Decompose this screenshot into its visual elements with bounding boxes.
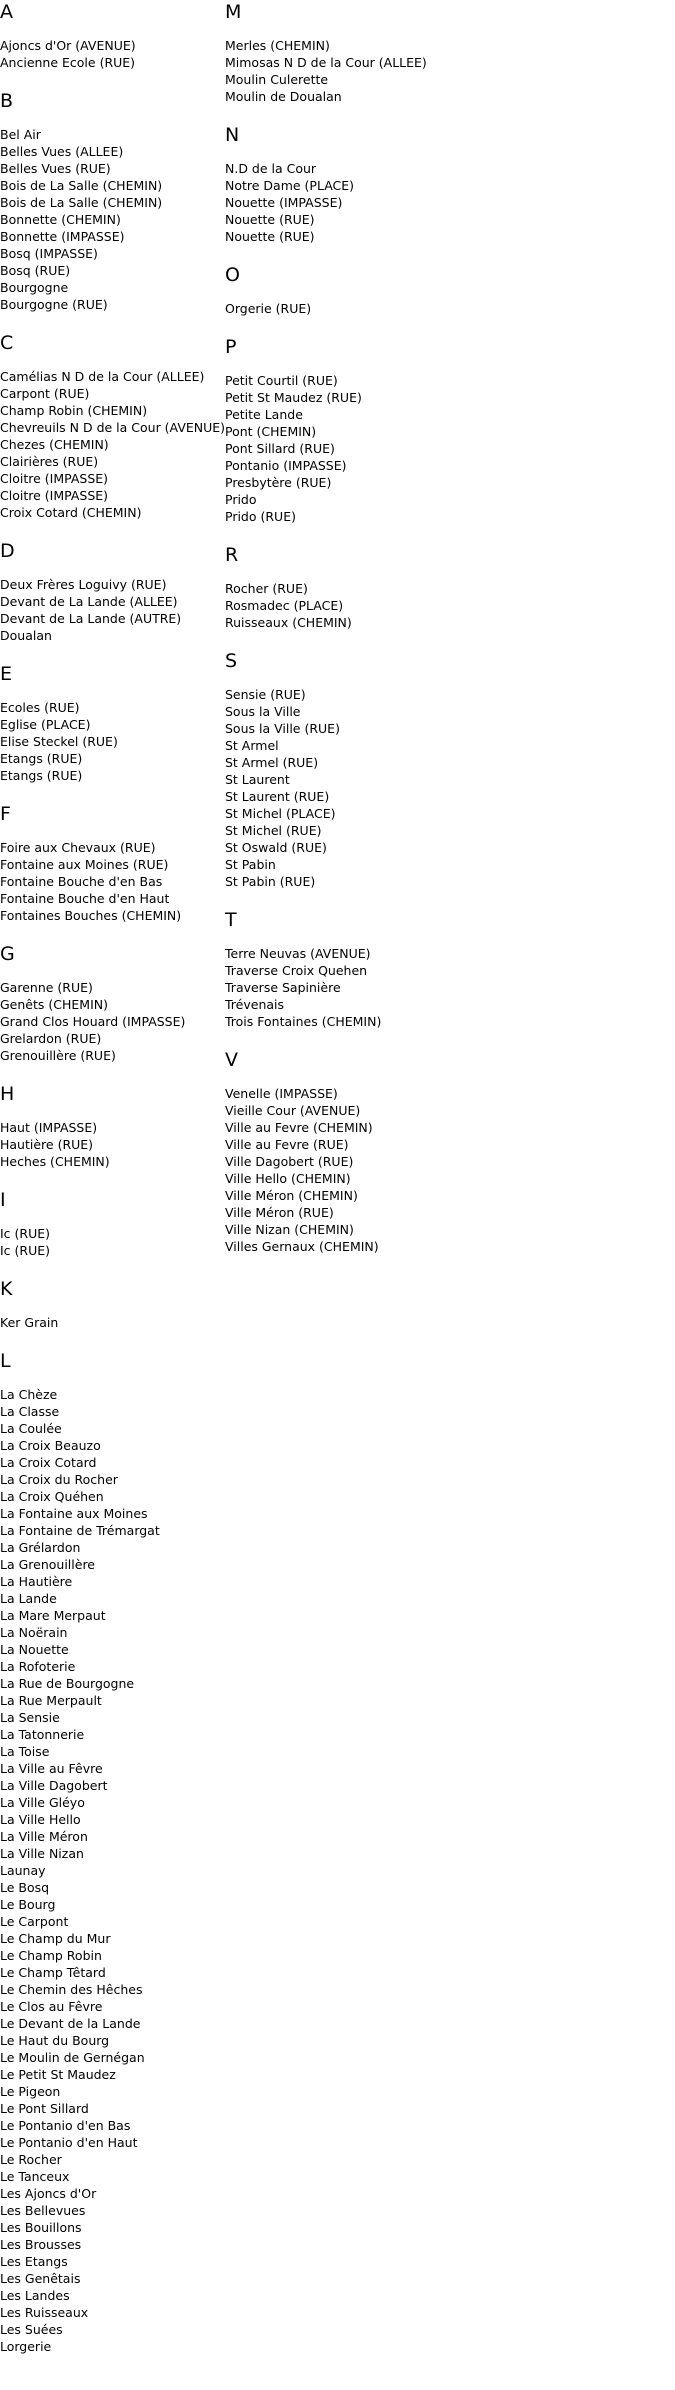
street-name: Bois de La Salle (CHEMIN) (0, 195, 163, 210)
street-list (0, 126, 225, 313)
street-list (0, 1314, 225, 1331)
section-letter-heading: B (0, 90, 14, 112)
street-list (0, 979, 225, 1064)
street-name: Petite Lande (225, 407, 303, 422)
street-name: Les Landes (0, 2288, 70, 2303)
street-list (0, 699, 225, 784)
letter-section-v (225, 1048, 450, 1273)
street-name: La Rofoterie (0, 1659, 76, 1674)
street-name: Champ Robin (CHEMIN) (0, 403, 148, 418)
letter-section-r (225, 543, 450, 649)
street-name: Notre Dame (PLACE) (225, 178, 355, 193)
section-letter-heading: A (0, 1, 13, 23)
street-name: Chevreuils N D de la Cour (AVENUE) (0, 420, 225, 435)
street-name: Bel Air (0, 127, 41, 142)
street-name: Petit Courtil (RUE) (225, 373, 338, 388)
street-name: Prido (RUE) (225, 509, 296, 524)
street-name: Le Petit St Maudez (0, 2067, 116, 2082)
street-name: La Ville Méron (0, 1829, 88, 1844)
street-name: Chezes (CHEMIN) (0, 437, 109, 452)
street-name: Traverse Croix Quehen (225, 963, 368, 978)
section-letter-heading: G (0, 943, 15, 965)
street-name: Moulin de Doualan (225, 89, 342, 104)
street-name: St Pabin (RUE) (225, 874, 316, 889)
street-name: Grelardon (RUE) (0, 1031, 102, 1046)
street-name: Fontaines Bouches (CHEMIN) (0, 908, 182, 923)
street-name: Villes Gernaux (CHEMIN) (225, 1239, 379, 1254)
street-name: La Ville Hello (0, 1812, 81, 1827)
letter-section-l (0, 1349, 225, 2373)
street-name: Les Suées (0, 2322, 63, 2337)
street-name: St Laurent (225, 772, 290, 787)
street-name: Eglise (PLACE) (0, 717, 91, 732)
street-name: Trois Fontaines (CHEMIN) (225, 1014, 382, 1029)
street-name: St Michel (PLACE) (225, 806, 336, 821)
section-letter-heading: P (225, 336, 237, 358)
street-name: Cloitre (IMPASSE) (0, 471, 109, 486)
street-name: La Hautière (0, 1574, 73, 1589)
street-name: Les Brousses (0, 2237, 82, 2252)
street-name: Haut (IMPASSE) (0, 1120, 98, 1135)
street-name: La Chèze (0, 1387, 58, 1402)
street-name: Belles Vues (RUE) (0, 161, 111, 176)
street-name: Belles Vues (ALLEE) (0, 144, 124, 159)
street-name: Le Pigeon (0, 2084, 61, 2099)
street-name: Croix Cotard (CHEMIN) (0, 505, 142, 520)
street-name: Ville Dagobert (RUE) (225, 1154, 354, 1169)
street-name: La Croix Beauzo (0, 1438, 101, 1453)
street-name: Le Clos au Fêvre (0, 1999, 103, 2014)
street-name: Bosq (RUE) (0, 263, 71, 278)
street-name: Ville au Fevre (RUE) (225, 1137, 349, 1152)
letter-section-i (0, 1188, 225, 1277)
street-name: La Croix du Rocher (0, 1472, 118, 1487)
street-name: Vieille Cour (AVENUE) (225, 1103, 361, 1118)
street-list (225, 160, 450, 245)
street-name: Le Pont Sillard (0, 2101, 89, 2116)
street-name: Le Carpont (0, 1914, 69, 1929)
street-index-column-left (0, 0, 225, 2373)
street-name: La Croix Cotard (0, 1455, 97, 1470)
street-name: Ville Hello (CHEMIN) (225, 1171, 351, 1186)
street-name: Nouette (RUE) (225, 212, 315, 227)
street-name: Ville Nizan (CHEMIN) (225, 1222, 354, 1237)
street-name: Heches (CHEMIN) (0, 1154, 110, 1169)
street-list (225, 686, 450, 890)
street-name: Pont Sillard (RUE) (225, 441, 335, 456)
street-list (0, 1225, 225, 1259)
street-name: Le Devant de la Lande (0, 2016, 141, 2031)
street-name: Sensie (RUE) (225, 687, 306, 702)
street-name: Etangs (RUE) (0, 751, 83, 766)
letter-section-c (0, 331, 225, 539)
street-name: Moulin Culerette (225, 72, 329, 87)
street-list (225, 945, 450, 1030)
street-list (225, 37, 450, 105)
street-name: Doualan (0, 628, 52, 643)
section-letter-heading: O (225, 264, 240, 286)
street-name: La Grenouillère (0, 1557, 95, 1572)
street-name: Traverse Sapinière (225, 980, 341, 995)
letter-section-b (0, 89, 225, 331)
street-name: Ruisseaux (CHEMIN) (225, 615, 352, 630)
street-name: Merles (CHEMIN) (225, 38, 330, 53)
street-name: Les Bouillons (0, 2220, 82, 2235)
street-name: Garenne (RUE) (0, 980, 93, 995)
letter-section-m (225, 0, 450, 123)
street-name: Grand Clos Houard (IMPASSE) (0, 1014, 186, 1029)
street-name: Ancienne Ecole (RUE) (0, 55, 136, 70)
street-name: St Armel (RUE) (225, 755, 319, 770)
letter-section-s (225, 649, 450, 908)
street-name: La Coulée (0, 1421, 62, 1436)
street-name: La Ville Dagobert (0, 1778, 108, 1793)
street-name: Mimosas N D de la Cour (ALLEE) (225, 55, 427, 70)
street-name: Ic (RUE) (0, 1226, 51, 1241)
street-name: Foire aux Chevaux (RUE) (0, 840, 156, 855)
street-name: Orgerie (RUE) (225, 301, 312, 316)
section-letter-heading: C (0, 332, 14, 354)
street-list (225, 1085, 450, 1255)
street-name: Bourgogne (0, 280, 69, 295)
street-name: Bonnette (IMPASSE) (0, 229, 125, 244)
street-name: Le Pontanio d'en Bas (0, 2118, 131, 2133)
street-name: Grenouillère (RUE) (0, 1048, 116, 1063)
street-name: St Michel (RUE) (225, 823, 322, 838)
street-name: Fontaine aux Moines (RUE) (0, 857, 169, 872)
street-name: St Oswald (RUE) (225, 840, 327, 855)
street-name: Devant de La Lande (ALLEE) (0, 594, 178, 609)
street-name: Cloitre (IMPASSE) (0, 488, 109, 503)
street-name: Camélias N D de la Cour (ALLEE) (0, 369, 205, 384)
letter-section-a (0, 0, 225, 89)
street-name: Le Haut du Bourg (0, 2033, 110, 2048)
street-name: La Toise (0, 1744, 50, 1759)
street-name: Ville au Fevre (CHEMIN) (225, 1120, 373, 1135)
street-name: Lorgerie (0, 2339, 52, 2354)
street-name: Les Genêtais (0, 2271, 81, 2286)
street-name: Les Ajoncs d'Or (0, 2186, 97, 2201)
street-name: Le Champ Robin (0, 1948, 102, 1963)
letter-section-e (0, 662, 225, 802)
street-name: Petit St Maudez (RUE) (225, 390, 362, 405)
street-name: Carpont (RUE) (0, 386, 90, 401)
street-name: Ville Méron (RUE) (225, 1205, 334, 1220)
street-name: La Rue de Bourgogne (0, 1676, 135, 1691)
street-name: St Pabin (225, 857, 276, 872)
street-name: Fontaine Bouche d'en Haut (0, 891, 170, 906)
section-letter-heading: S (225, 650, 238, 672)
street-name: Clairières (RUE) (0, 454, 99, 469)
section-letter-heading: L (0, 1350, 11, 1372)
letter-section-k (0, 1277, 225, 1349)
street-name: Terre Neuvas (AVENUE) (225, 946, 371, 961)
section-letter-heading: N (225, 124, 240, 146)
street-name: Le Rocher (0, 2152, 62, 2167)
street-name: La Tatonnerie (0, 1727, 85, 1742)
street-name: Nouette (IMPASSE) (225, 195, 343, 210)
street-name: Trévenais (225, 997, 285, 1012)
street-list (225, 580, 450, 631)
street-name: N.D de la Cour (225, 161, 317, 176)
street-name: Le Bosq (0, 1880, 50, 1895)
letter-section-g (0, 942, 225, 1082)
street-name: La Nouette (0, 1642, 69, 1657)
street-name: Bois de La Salle (CHEMIN) (0, 178, 163, 193)
section-letter-heading: I (0, 1189, 6, 1211)
street-name: Genêts (CHEMIN) (0, 997, 108, 1012)
street-list (0, 1119, 225, 1170)
street-name: Launay (0, 1863, 46, 1878)
street-name: La Lande (0, 1591, 57, 1606)
letter-section-f (0, 802, 225, 942)
street-name: Fontaine Bouche d'en Bas (0, 874, 163, 889)
street-name: Ker Grain (0, 1315, 59, 1330)
street-name: Elise Steckel (RUE) (0, 734, 118, 749)
street-name: La Ville au Fêvre (0, 1761, 103, 1776)
street-name: Le Champ Têtard (0, 1965, 106, 1980)
street-name: Bosq (IMPASSE) (0, 246, 98, 261)
street-name: La Fontaine de Trémargat (0, 1523, 160, 1538)
street-name: Le Tanceux (0, 2169, 70, 2184)
section-letter-heading: V (225, 1049, 238, 1071)
section-letter-heading: D (0, 540, 15, 562)
street-name: Les Bellevues (0, 2203, 86, 2218)
street-name: Sous la Ville (225, 704, 301, 719)
street-name: La Ville Gléyo (0, 1795, 85, 1810)
street-name: St Armel (225, 738, 279, 753)
letter-section-d (0, 539, 225, 662)
street-name: Ajoncs d'Or (AVENUE) (0, 38, 136, 53)
street-name: Les Etangs (0, 2254, 68, 2269)
section-letter-heading: M (225, 1, 242, 23)
section-letter-heading: K (0, 1278, 13, 1300)
street-name: Sous la Ville (RUE) (225, 721, 340, 736)
street-name: Ville Méron (CHEMIN) (225, 1188, 358, 1203)
street-name: Rocher (RUE) (225, 581, 308, 596)
street-name: Nouette (RUE) (225, 229, 315, 244)
street-name: Devant de La Lande (AUTRE) (0, 611, 182, 626)
street-list (0, 576, 225, 644)
letter-section-o (225, 263, 450, 335)
street-name: La Mare Merpaut (0, 1608, 106, 1623)
section-letter-heading: R (225, 544, 239, 566)
street-name: Le Pontanio d'en Haut (0, 2135, 138, 2150)
street-name: Ic (RUE) (0, 1243, 51, 1258)
street-name: La Fontaine aux Moines (0, 1506, 148, 1521)
street-name: La Classe (0, 1404, 60, 1419)
letter-section-h (0, 1082, 225, 1188)
street-list (0, 839, 225, 924)
street-index-column-right (225, 0, 450, 1273)
street-name: Bonnette (CHEMIN) (0, 212, 121, 227)
street-name: Le Chemin des Hêches (0, 1982, 143, 1997)
street-name: Deux Frères Loguivy (RUE) (0, 577, 167, 592)
street-name: Presbytère (RUE) (225, 475, 332, 490)
street-name: Pontanio (IMPASSE) (225, 458, 347, 473)
section-letter-heading: T (225, 909, 237, 931)
street-name: Le Champ du Mur (0, 1931, 111, 1946)
letter-section-p (225, 335, 450, 543)
street-name: La Rue Merpault (0, 1693, 102, 1708)
street-name: Pont (CHEMIN) (225, 424, 317, 439)
street-list (225, 372, 450, 525)
letter-section-t (225, 908, 450, 1048)
street-name: La Grélardon (0, 1540, 81, 1555)
street-name: La Ville Nizan (0, 1846, 84, 1861)
street-name: Le Moulin de Gernégan (0, 2050, 145, 2065)
street-name: Prido (225, 492, 257, 507)
street-name: La Noërain (0, 1625, 68, 1640)
street-list (0, 368, 225, 521)
street-name: Ecoles (RUE) (0, 700, 80, 715)
section-letter-heading: E (0, 663, 13, 685)
street-name: Etangs (RUE) (0, 768, 83, 783)
street-name: Les Ruisseaux (0, 2305, 89, 2320)
street-name: Rosmadec (PLACE) (225, 598, 344, 613)
street-name: La Sensie (0, 1710, 60, 1725)
street-name: Bourgogne (RUE) (0, 297, 108, 312)
street-list (225, 300, 450, 317)
street-name: Le Bourg (0, 1897, 56, 1912)
street-name: Hautière (RUE) (0, 1137, 94, 1152)
section-letter-heading: H (0, 1083, 15, 1105)
letter-section-n (225, 123, 450, 263)
street-list (0, 1386, 225, 2355)
section-letter-heading: F (0, 803, 11, 825)
street-list (0, 37, 225, 71)
street-name: Venelle (IMPASSE) (225, 1086, 338, 1101)
street-name: St Laurent (RUE) (225, 789, 330, 804)
street-name: La Croix Quéhen (0, 1489, 104, 1504)
